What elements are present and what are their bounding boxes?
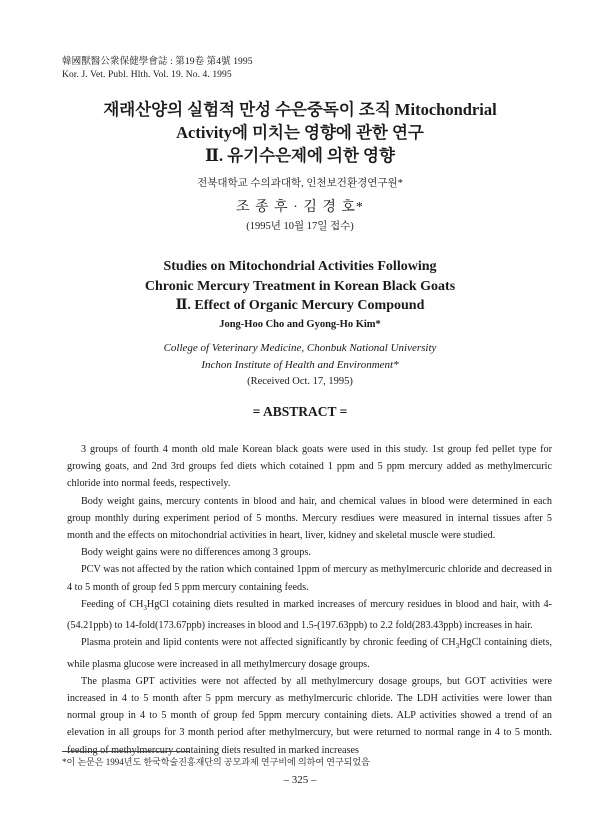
english-affiliation — [0, 340, 600, 374]
journal-header-english: Kor. J. Vet. Publ. Hlth. Vol. 19. No. 4. 1995 — [62, 70, 232, 80]
korean-title-line: Ⅱ. 유기수은제에 의한 영향 — [205, 146, 395, 165]
english-authors: Jong-Hoo Cho and Gyong-Ho Kim* — [219, 319, 381, 330]
footnote: *이 논문은 1994년도 한국학술진흥재단의 공모과제 연구비에 의하여 연구되었음 — [62, 757, 370, 767]
affiliation-line: Inchon Institute of Health and Environment* — [201, 359, 399, 371]
korean-title-line: Activity에 미치는 영향에 관한 연구 — [176, 123, 424, 142]
journal-header-korean: 韓國獸醫公衆保健學會誌 : 第19卷 第4號 1995 — [62, 57, 253, 67]
footnote-divider — [62, 751, 190, 752]
korean-title — [0, 98, 600, 167]
english-title — [0, 257, 600, 316]
page-number: – 325 – — [283, 774, 317, 786]
abstract-paragraph: The plasma GPT activities were not affected by all methylmercury dosage groups, but GOT activities were increased in 4 to 5 month after 5 ppm mercury as methylmercuric chloride. The LDH activities were lower than normal group in 4 to 5 month of group fed 5ppm mercury containing diets. ALP activities showed a trend of an elevation in all groups for 3 month period after methylmercury, but were returned to normal range in 4 to 5 month. feeding of methylmercury containing diets resulted in marked increases — [67, 675, 552, 756]
english-title-line: Studies on Mitochondrial Activities Following — [163, 259, 437, 274]
english-received-date: (Received Oct. 17, 1995) — [247, 376, 353, 387]
abstract-paragraph: Body weight gains were no differences among 3 groups. — [81, 547, 311, 559]
abstract-body — [67, 441, 552, 759]
korean-received-date: (1995년 10월 17일 접수) — [246, 221, 354, 232]
english-title-line: Ⅱ. Effect of Organic Mercury Compound — [175, 298, 425, 313]
abstract-paragraph: PCV was not affected by the ration which contained 1ppm of mercury as methylmercuric chloride and decreased in 4 to 5 month of group fed 5 ppm mercury containing feeds. — [67, 564, 552, 593]
abstract-heading: = ABSTRACT = — [252, 404, 348, 419]
korean-title-line: 재래산양의 실험적 만성 수은중독이 조직 Mitochondrial — [103, 100, 497, 119]
journal-header — [62, 56, 253, 82]
abstract-paragraph: Feeding of $CH_3HgCl$ cotaining diets resulted in marked increases of mercury residues in blood and hair, with 4-(54.21ppb) to 14-fold(173.67ppb) increases in blood and 1.5-(197.63ppb) to 2.2 fold(283.43ppb) increases in hair. — [67, 598, 552, 632]
abstract-paragraph: Plasma protein and lipid contents were not affected significantly by chronic feeding of $CH_3HgCl$ containing diets, while plasma glucose were increased in all methylmercury dosage groups. — [67, 637, 552, 670]
english-title-line: Chronic Mercury Treatment in Korean Black Goats — [144, 278, 456, 294]
abstract-paragraph: Body weight gains, mercury contents in blood and hair, and chemical values in blood were determined in each group monthly during experiment period of 5 months. Mercury resdiues were measured in internal tissues after 5 month and the effects on mitochondrial activities in heart, liver, kidney and skeletal muscle were studied. — [67, 495, 552, 542]
korean-authors: 조 종 후 · 김 경 호* — [236, 200, 364, 215]
korean-affiliation: 전북대학교 수의과대학, 인천보건환경연구원* — [197, 178, 403, 189]
abstract-paragraph: 3 groups of fourth 4 month old male Korean black goats were used in this study. 1st group fed pellet type for growing goats, and 2nd 3rd groups fed diets which cotained 1 ppm and 5 ppm mercury added as methylmercuric chloride into normal feeds, respectively. — [67, 444, 552, 490]
affiliation-line: College of Veterinary Medicine, Chonbuk National University — [163, 342, 437, 354]
